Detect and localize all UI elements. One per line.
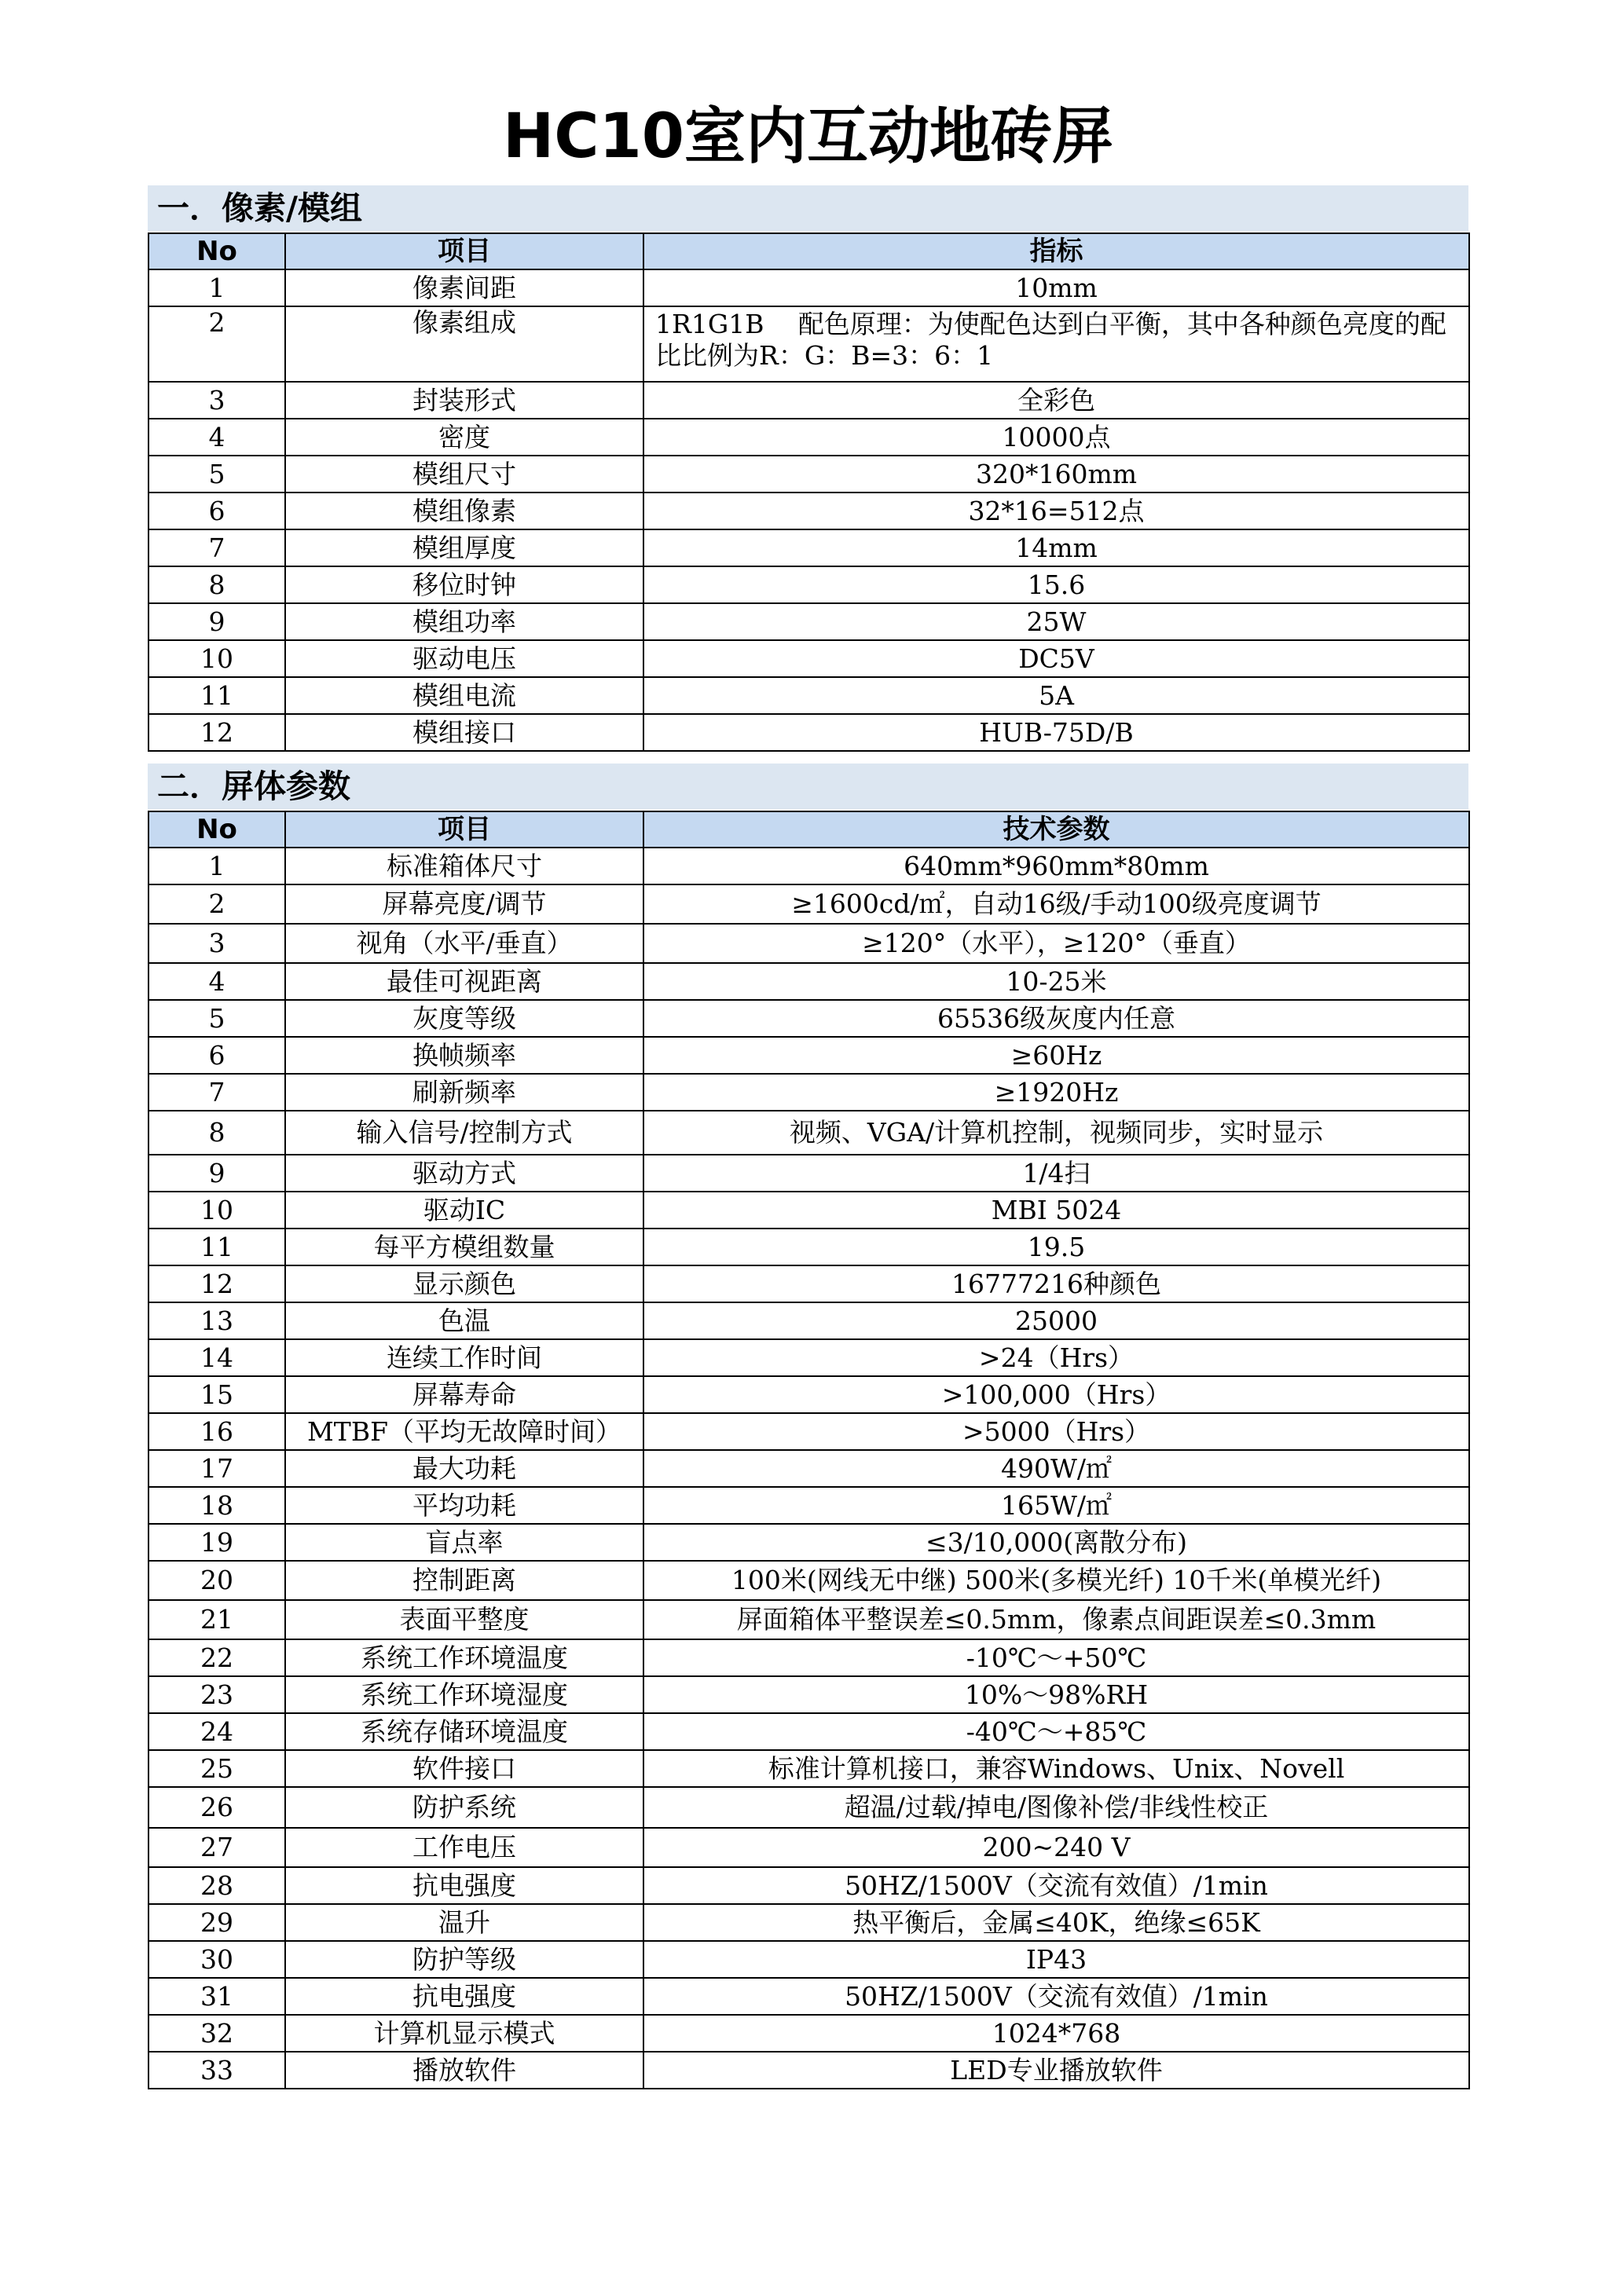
row-item-cell: 模组尺寸 [285, 456, 643, 493]
table-row [148, 1867, 1469, 1904]
screen-params-table [148, 811, 1470, 2089]
row-value-cell: -40℃～+85℃ [643, 1713, 1469, 1750]
row-value-cell: 32*16=512点 [643, 493, 1469, 529]
table-row [148, 1074, 1469, 1111]
table-row [148, 640, 1469, 677]
row-number-cell: 9 [148, 1155, 285, 1192]
row-item-cell: 连续工作时间 [285, 1339, 643, 1376]
table-row [148, 1978, 1469, 2015]
row-item-cell: 控制距离 [285, 1561, 643, 1600]
row-number-cell: 11 [148, 677, 285, 714]
row-number-cell: 13 [148, 1302, 285, 1339]
table-row [148, 1192, 1469, 1229]
table-header-row [148, 811, 1469, 848]
row-value-cell: >5000（Hrs） [643, 1413, 1469, 1450]
row-value-cell: 10-25米 [643, 963, 1469, 1000]
table-row [148, 1111, 1469, 1155]
row-value-cell: 超温/过载/掉电/图像补偿/非线性校正 [643, 1787, 1469, 1828]
table-row [148, 2015, 1469, 2052]
header-item: 项目 [285, 811, 643, 848]
row-number-cell: 10 [148, 1192, 285, 1229]
table-row [148, 1713, 1469, 1750]
document-title: HC10室内互动地砖屏 [502, 101, 1114, 172]
table-row [148, 269, 1469, 306]
table-row [148, 1600, 1469, 1639]
row-value-cell: 10000点 [643, 419, 1469, 456]
table-row [148, 419, 1469, 456]
row-number-cell: 25 [148, 1750, 285, 1787]
row-value-cell: 10%～98%RH [643, 1676, 1469, 1713]
row-item-cell: 表面平整度 [285, 1600, 643, 1639]
table-row [148, 1376, 1469, 1413]
row-item-cell: 最大功耗 [285, 1450, 643, 1487]
row-item-cell: 播放软件 [285, 2052, 643, 2089]
row-item-cell: 驱动方式 [285, 1155, 643, 1192]
table-row [148, 306, 1469, 382]
row-item-cell: 模组像素 [285, 493, 643, 529]
row-number-cell: 29 [148, 1904, 285, 1941]
row-value-cell: ≤3/10,000(离散分布) [643, 1524, 1469, 1561]
row-item-cell: 驱动电压 [285, 640, 643, 677]
row-value-cell: 全彩色 [643, 382, 1469, 419]
row-item-cell: 输入信号/控制方式 [285, 1111, 643, 1155]
row-item-cell: 色温 [285, 1302, 643, 1339]
table-row [148, 1524, 1469, 1561]
row-item-cell: 像素间距 [285, 269, 643, 306]
row-number-cell: 22 [148, 1639, 285, 1676]
row-number-cell: 8 [148, 566, 285, 603]
table-row [148, 382, 1469, 419]
row-value-cell: 490W/㎡ [643, 1450, 1469, 1487]
table-row [148, 1676, 1469, 1713]
row-value-cell: 50HZ/1500V（交流有效值）/1min [643, 1867, 1469, 1904]
row-number-cell: 2 [148, 306, 285, 382]
table-row [148, 603, 1469, 640]
row-value-cell: 标准计算机接口，兼容Windows、Unix、Novell [643, 1750, 1469, 1787]
row-number-cell: 20 [148, 1561, 285, 1600]
row-number-cell: 3 [148, 382, 285, 419]
table-row [148, 848, 1469, 884]
table-row [148, 1229, 1469, 1265]
row-value-cell: 100米(网线无中继) 500米(多模光纤) 10千米(单模光纤) [643, 1561, 1469, 1600]
row-value-cell: DC5V [643, 640, 1469, 677]
row-item-cell: 防护等级 [285, 1941, 643, 1978]
row-item-cell: 模组厚度 [285, 529, 643, 566]
row-number-cell: 30 [148, 1941, 285, 1978]
row-value-cell: 320*160mm [643, 456, 1469, 493]
row-item-cell: 屏幕亮度/调节 [285, 884, 643, 924]
row-number-cell: 2 [148, 884, 285, 924]
row-value-cell: 16777216种颜色 [643, 1265, 1469, 1302]
row-value-cell: 640mm*960mm*80mm [643, 848, 1469, 884]
section-heading-screen-params: 二．屏体参数 [148, 764, 1468, 809]
row-item-cell: 系统工作环境湿度 [285, 1676, 643, 1713]
row-item-cell: 移位时钟 [285, 566, 643, 603]
row-value-cell: ≥1600cd/㎡，自动16级/手动100级亮度调节 [643, 884, 1469, 924]
table-row [148, 1750, 1469, 1787]
row-value-cell: 屏面箱体平整误差≤0.5mm，像素点间距误差≤0.3mm [643, 1600, 1469, 1639]
row-value-cell: ≥60Hz [643, 1037, 1469, 1074]
row-value-cell: 10mm [643, 269, 1469, 306]
table-row [148, 1487, 1469, 1524]
row-number-cell: 19 [148, 1524, 285, 1561]
table-row [148, 456, 1469, 493]
row-number-cell: 15 [148, 1376, 285, 1413]
row-number-cell: 9 [148, 603, 285, 640]
row-number-cell: 17 [148, 1450, 285, 1487]
row-number-cell: 5 [148, 456, 285, 493]
table-row [148, 2052, 1469, 2089]
table-row [148, 1339, 1469, 1376]
table-row [148, 1941, 1469, 1978]
row-value-cell: 200~240 V [643, 1828, 1469, 1867]
table-row [148, 1155, 1469, 1192]
row-number-cell: 24 [148, 1713, 285, 1750]
row-value-cell: 25000 [643, 1302, 1469, 1339]
table-row [148, 1561, 1469, 1600]
row-number-cell: 12 [148, 1265, 285, 1302]
header-item: 项目 [285, 233, 643, 269]
row-number-cell: 4 [148, 419, 285, 456]
row-number-cell: 28 [148, 1867, 285, 1904]
table-row [148, 1265, 1469, 1302]
row-value-cell: 5A [643, 677, 1469, 714]
row-number-cell: 6 [148, 493, 285, 529]
header-value: 指标 [643, 233, 1469, 269]
table-row [148, 1413, 1469, 1450]
row-value-cell: IP43 [643, 1941, 1469, 1978]
row-number-cell: 31 [148, 1978, 285, 2015]
row-value-cell: 19.5 [643, 1229, 1469, 1265]
row-item-cell: 系统存储环境温度 [285, 1713, 643, 1750]
table-header-row [148, 233, 1469, 269]
row-value-cell: 14mm [643, 529, 1469, 566]
row-number-cell: 1 [148, 269, 285, 306]
row-number-cell: 23 [148, 1676, 285, 1713]
row-item-cell: 驱动IC [285, 1192, 643, 1229]
table-row [148, 566, 1469, 603]
row-value-cell: 25W [643, 603, 1469, 640]
table-row [148, 1037, 1469, 1074]
row-value-cell: 1/4扫 [643, 1155, 1469, 1192]
row-item-cell: 计算机显示模式 [285, 2015, 643, 2052]
row-item-cell: 系统工作环境温度 [285, 1639, 643, 1676]
row-item-cell: 模组电流 [285, 677, 643, 714]
table-row [148, 677, 1469, 714]
table-row [148, 529, 1469, 566]
row-number-cell: 3 [148, 924, 285, 963]
row-number-cell: 18 [148, 1487, 285, 1524]
header-no: No [148, 233, 285, 269]
row-value-cell: 1R1G1B 配色原理：为使配色达到白平衡，其中各种颜色亮度的配比比例为R：G：B=3：6：1 [643, 306, 1469, 382]
row-number-cell: 27 [148, 1828, 285, 1867]
row-value-cell: 视频、VGA/计算机控制，视频同步，实时显示 [643, 1111, 1469, 1155]
table-row [148, 1828, 1469, 1867]
row-value-cell: LED专业播放软件 [643, 2052, 1469, 2089]
row-value-cell: ≥120°（水平），≥120°（垂直） [643, 924, 1469, 963]
row-item-cell: 像素组成 [285, 306, 643, 382]
row-number-cell: 1 [148, 848, 285, 884]
row-item-cell: 抗电强度 [285, 1867, 643, 1904]
row-number-cell: 26 [148, 1787, 285, 1828]
row-item-cell: 密度 [285, 419, 643, 456]
row-number-cell: 32 [148, 2015, 285, 2052]
row-value-cell: MBI 5024 [643, 1192, 1469, 1229]
row-item-cell: 模组功率 [285, 603, 643, 640]
row-value-cell: 热平衡后，金属≤40K，绝缘≤65K [643, 1904, 1469, 1941]
row-number-cell: 4 [148, 963, 285, 1000]
row-value-cell: 165W/㎡ [643, 1487, 1469, 1524]
row-value-cell: 50HZ/1500V（交流有效值）/1min [643, 1978, 1469, 2015]
table-row [148, 884, 1469, 924]
row-number-cell: 14 [148, 1339, 285, 1376]
row-item-cell: 模组接口 [285, 714, 643, 751]
row-item-cell: 每平方模组数量 [285, 1229, 643, 1265]
row-item-cell: 平均功耗 [285, 1487, 643, 1524]
row-value-cell: -10℃～+50℃ [643, 1639, 1469, 1676]
row-item-cell: 屏幕寿命 [285, 1376, 643, 1413]
row-value-cell: 65536级灰度内任意 [643, 1000, 1469, 1037]
row-number-cell: 21 [148, 1600, 285, 1639]
row-item-cell: 封装形式 [285, 382, 643, 419]
table-row [148, 714, 1469, 751]
row-item-cell: 工作电压 [285, 1828, 643, 1867]
row-number-cell: 8 [148, 1111, 285, 1155]
row-item-cell: 视角（水平/垂直） [285, 924, 643, 963]
row-number-cell: 33 [148, 2052, 285, 2089]
table-row [148, 1000, 1469, 1037]
row-item-cell: 盲点率 [285, 1524, 643, 1561]
pixel-module-table [148, 233, 1470, 752]
table-row [148, 1639, 1469, 1676]
row-value-cell: 1024*768 [643, 2015, 1469, 2052]
row-number-cell: 5 [148, 1000, 285, 1037]
row-number-cell: 11 [148, 1229, 285, 1265]
row-item-cell: 换帧频率 [285, 1037, 643, 1074]
row-value-cell: HUB-75D/B [643, 714, 1469, 751]
table-row [148, 493, 1469, 529]
row-number-cell: 6 [148, 1037, 285, 1074]
row-number-cell: 12 [148, 714, 285, 751]
row-number-cell: 10 [148, 640, 285, 677]
row-value-cell: ≥1920Hz [643, 1074, 1469, 1111]
table-row [148, 1787, 1469, 1828]
table-row [148, 963, 1469, 1000]
row-number-cell: 16 [148, 1413, 285, 1450]
header-value: 技术参数 [643, 811, 1469, 848]
row-value-cell: >24（Hrs） [643, 1339, 1469, 1376]
table-row [148, 1450, 1469, 1487]
row-item-cell: 最佳可视距离 [285, 963, 643, 1000]
row-value-cell: >100,000（Hrs） [643, 1376, 1469, 1413]
section-heading-pixel-module: 一．像素/模组 [148, 185, 1468, 231]
header-no: No [148, 811, 285, 848]
table-row [148, 924, 1469, 963]
row-number-cell: 7 [148, 529, 285, 566]
row-item-cell: 刷新频率 [285, 1074, 643, 1111]
row-item-cell: 防护系统 [285, 1787, 643, 1828]
row-value-cell: 15.6 [643, 566, 1469, 603]
row-item-cell: 软件接口 [285, 1750, 643, 1787]
row-item-cell: 抗电强度 [285, 1978, 643, 2015]
row-item-cell: 显示颜色 [285, 1265, 643, 1302]
row-item-cell: 灰度等级 [285, 1000, 643, 1037]
row-item-cell: 标准箱体尺寸 [285, 848, 643, 884]
row-item-cell: MTBF（平均无故障时间） [285, 1413, 643, 1450]
table-row [148, 1302, 1469, 1339]
table-row [148, 1904, 1469, 1941]
row-item-cell: 温升 [285, 1904, 643, 1941]
row-number-cell: 7 [148, 1074, 285, 1111]
